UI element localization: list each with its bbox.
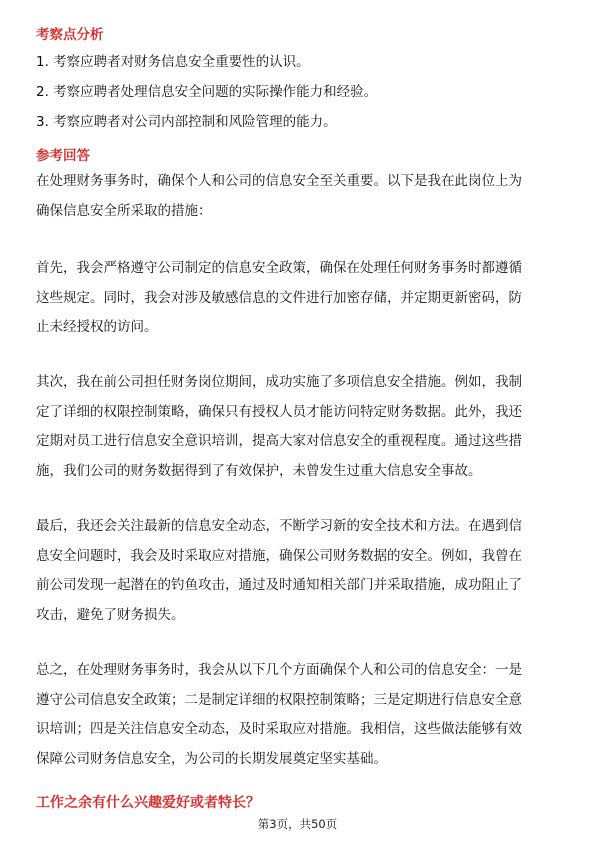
paragraph-line: 其次，我在前公司担任财务岗位期间，成功实施了多项信息安全措施。例如，我制 [36,374,522,390]
paragraph-line: 前公司发现一起潜在的钓鱼攻击，通过及时通知相关部门并采取措施，成功阻止了 [36,577,522,593]
paragraph-line: 定了详细的权限控制策略，确保只有授权人员才能访问特定财务数据。此外，我还 [36,403,522,420]
analysis-item-1: 1. 考察应聘者对财务信息安全重要性的认识。 [36,54,310,70]
reference-answer-heading: 参考回答 [36,148,90,164]
answer-paragraph-summary [36,656,566,774]
paragraph-line: 总之，在处理财务事务时，我会从以下几个方面确保个人和公司的信息安全：一是 [36,662,522,678]
paragraph-line: 首先，我会严格遵守公司制定的信息安全政策，确保在处理任何财务事务时都遵循 [36,260,522,276]
paragraph-line: 攻击，避免了财务损失。 [36,606,185,623]
paragraph-line: 确保信息安全所采取的措施： [36,202,212,219]
answer-paragraph-third [36,512,566,630]
analysis-item-2: 2. 考察应聘者处理信息安全问题的实际操作能力和经验。 [36,84,378,100]
paragraph-line: 施，我们公司的财务数据得到了有效保护，未曾发生过重大信息安全事故。 [36,462,482,479]
next-question-heading: 工作之余有什么兴趣爱好或者特长？ [36,795,260,811]
analysis-heading: 考察点分析 [36,27,104,43]
paragraph-line: 在处理财务事务时，确保个人和公司的信息安全至关重要。以下是我在此岗位上为 [36,173,522,189]
analysis-item-3: 3. 考察应聘者对公司内部控制和风险管理的能力。 [36,114,337,130]
paragraph-line: 最后，我还会关注最新的信息安全动态，不断学习新的安全技术和方法。在遇到信 [36,518,522,534]
paragraph-line: 这些规定。同时，我会对涉及敏感信息的文件进行加密存储，并定期更新密码，防 [36,289,522,306]
paragraph-line: 止未经授权的访问。 [36,319,158,335]
paragraph-line: 定期对员工进行信息安全意识培训，提高大家对信息安全的重视程度。通过这些措 [36,433,522,449]
answer-paragraph-intro [36,167,566,226]
answer-paragraph-second [36,368,566,486]
paragraph-line: 息安全问题时，我会及时采取应对措施，确保公司财务数据的安全。例如，我曾在 [36,547,522,564]
answer-paragraph-first [36,254,566,343]
paragraph-line: 保障公司财务信息安全，为公司的长期发展奠定坚实基础。 [36,750,387,767]
paragraph-line: 识培训；四是关注信息安全动态，及时采取应对措施。我相信，这些做法能够有效 [36,721,522,737]
page-number-footer: 第3页，共50页 [257,817,338,831]
paragraph-line: 遵守公司信息安全政策；二是制定详细的权限控制策略；三是定期进行信息安全意 [36,691,522,708]
